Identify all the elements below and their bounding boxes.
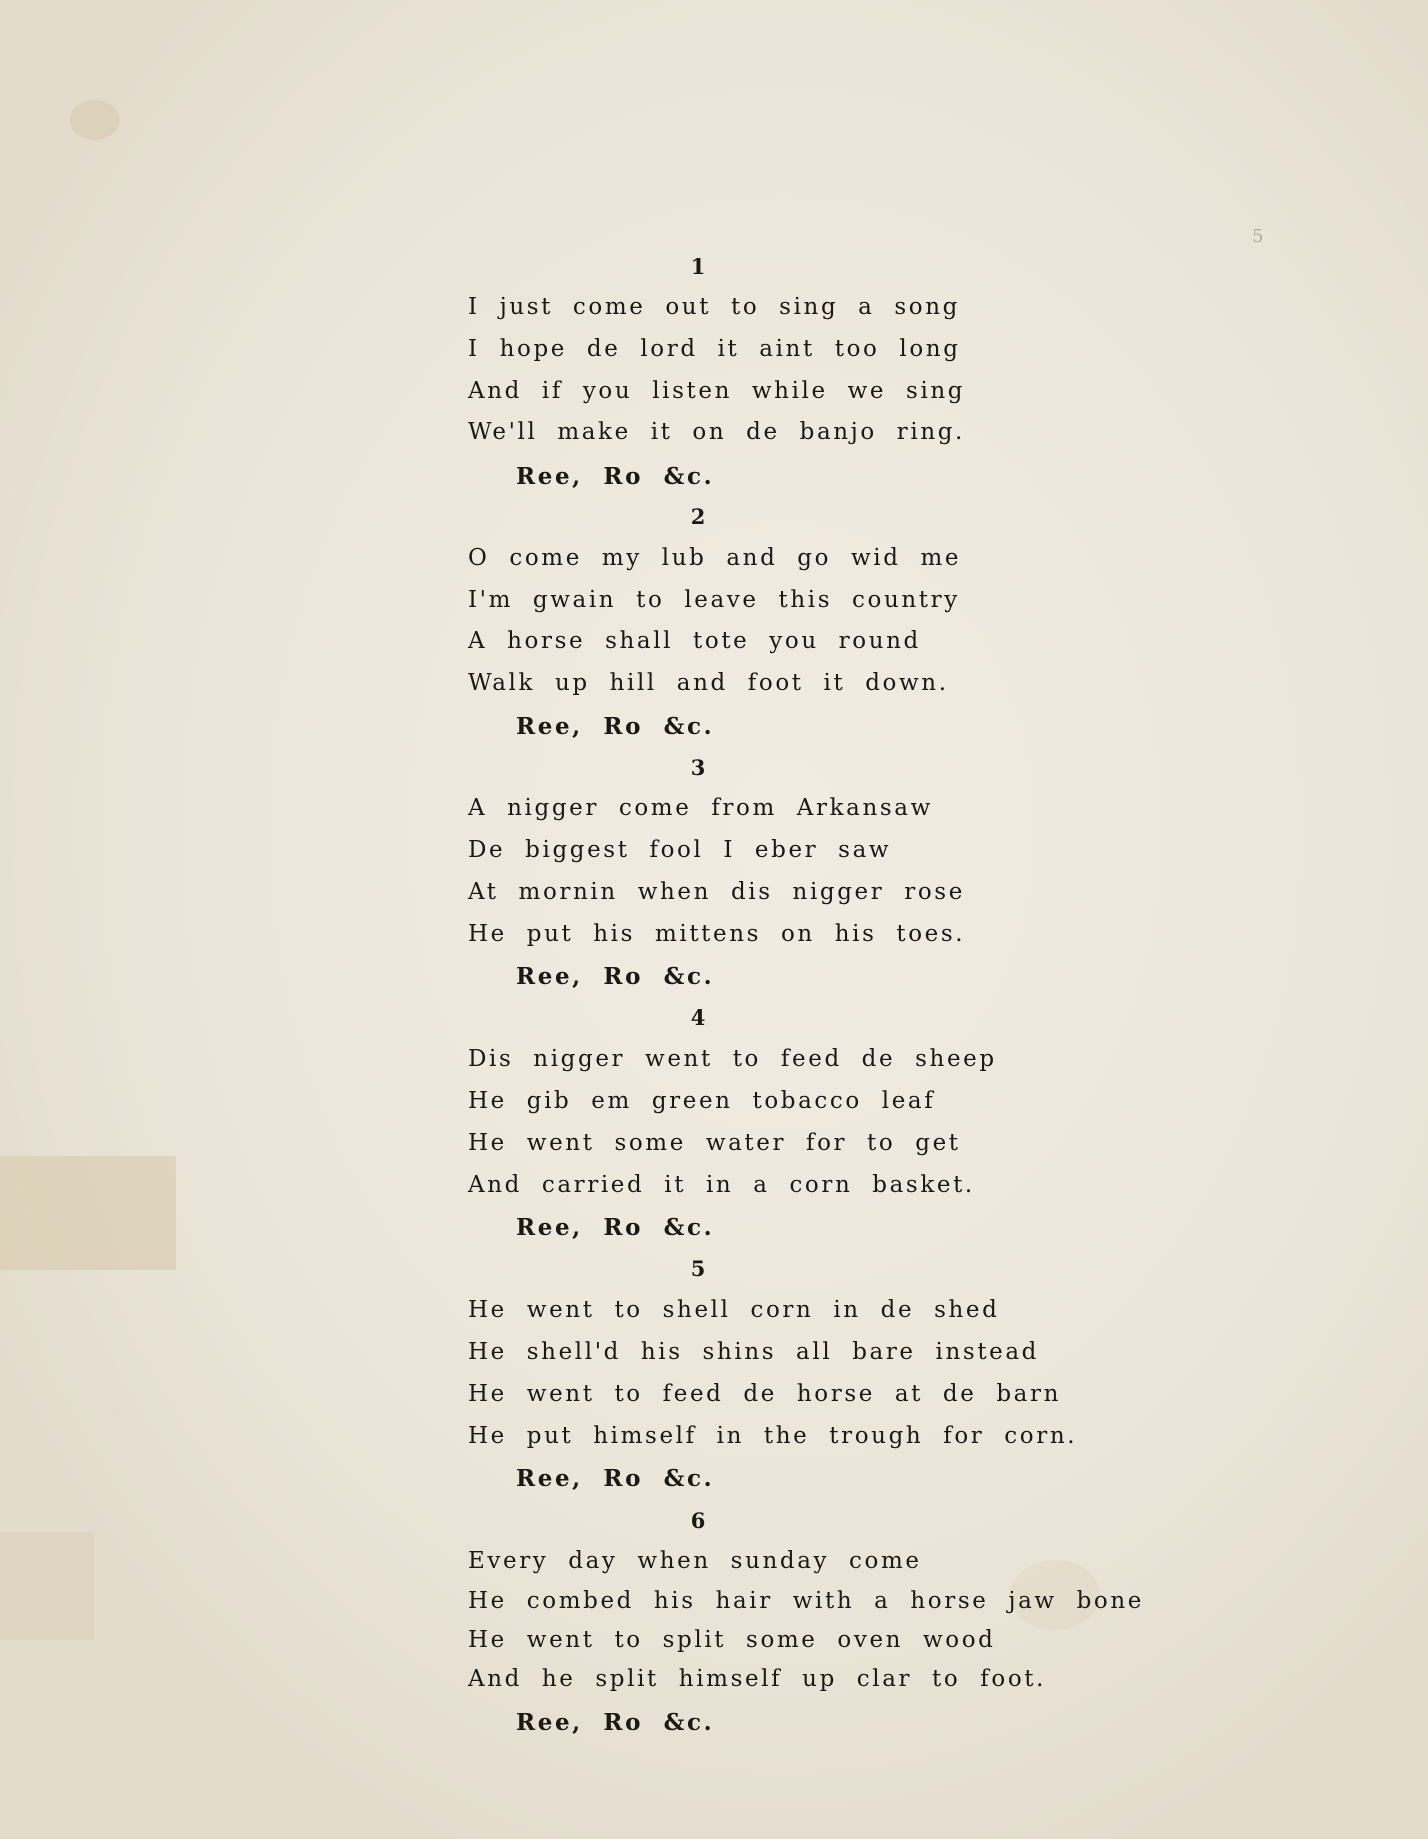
verse-line: I just come out to sing a song xyxy=(468,294,960,320)
verse-line: And carried it in a corn basket. xyxy=(468,1172,975,1198)
chorus-line: Ree, Ro &c. xyxy=(516,713,715,740)
verse-line: I hope de lord it aint too long xyxy=(468,336,961,362)
chorus-line: Ree, Ro &c. xyxy=(516,1465,715,1492)
chorus-line: Ree, Ro &c. xyxy=(516,463,715,490)
verse-line: A horse shall tote you round xyxy=(468,628,921,654)
verse-number: 5 xyxy=(690,1256,706,1281)
verse-line: He went some water for to get xyxy=(468,1130,961,1156)
verse-line: At mornin when dis nigger rose xyxy=(468,879,965,905)
verse-number: 4 xyxy=(690,1005,706,1030)
verse-line: Walk up hill and foot it down. xyxy=(468,670,949,696)
verse-line: And if you listen while we sing xyxy=(468,378,966,404)
verse-line: He gib em green tobacco leaf xyxy=(468,1088,936,1114)
chorus-line: Ree, Ro &c. xyxy=(516,1214,715,1241)
chorus-line: Ree, Ro &c. xyxy=(516,963,715,990)
paper-stain xyxy=(70,100,120,140)
verse-line: And he split himself up clar to foot. xyxy=(468,1666,1047,1692)
verse-number: 3 xyxy=(690,755,706,780)
verse-line: O come my lub and go wid me xyxy=(468,545,962,571)
page-number: 5 xyxy=(1252,226,1264,247)
verse-line: He went to feed de horse at de barn xyxy=(468,1381,1061,1407)
verse-line: He went to split some oven wood xyxy=(468,1627,996,1653)
verse-number: 2 xyxy=(690,504,706,529)
tape-residue xyxy=(0,1156,176,1270)
verse-line: He went to shell corn in de shed xyxy=(468,1297,1000,1323)
verse-number: 1 xyxy=(690,254,706,279)
verse-line: De biggest fool I eber saw xyxy=(468,837,892,863)
verse-line: Dis nigger went to feed de sheep xyxy=(468,1046,997,1072)
verse-line: We'll make it on de banjo ring. xyxy=(468,419,965,445)
verse-line: Every day when sunday come xyxy=(468,1548,922,1574)
verse-line: He shell'd his shins all bare instead xyxy=(468,1339,1040,1365)
verse-line: A nigger come from Arkansaw xyxy=(468,795,933,821)
verse-line: He combed his hair with a horse jaw bone xyxy=(468,1588,1145,1614)
verse-number: 6 xyxy=(690,1508,706,1533)
verse-line: I'm gwain to leave this country xyxy=(468,587,960,613)
verse-line: He put himself in the trough for corn. xyxy=(468,1423,1078,1449)
chorus-line: Ree, Ro &c. xyxy=(516,1709,715,1736)
tape-residue xyxy=(0,1532,94,1640)
verse-line: He put his mittens on his toes. xyxy=(468,921,966,947)
